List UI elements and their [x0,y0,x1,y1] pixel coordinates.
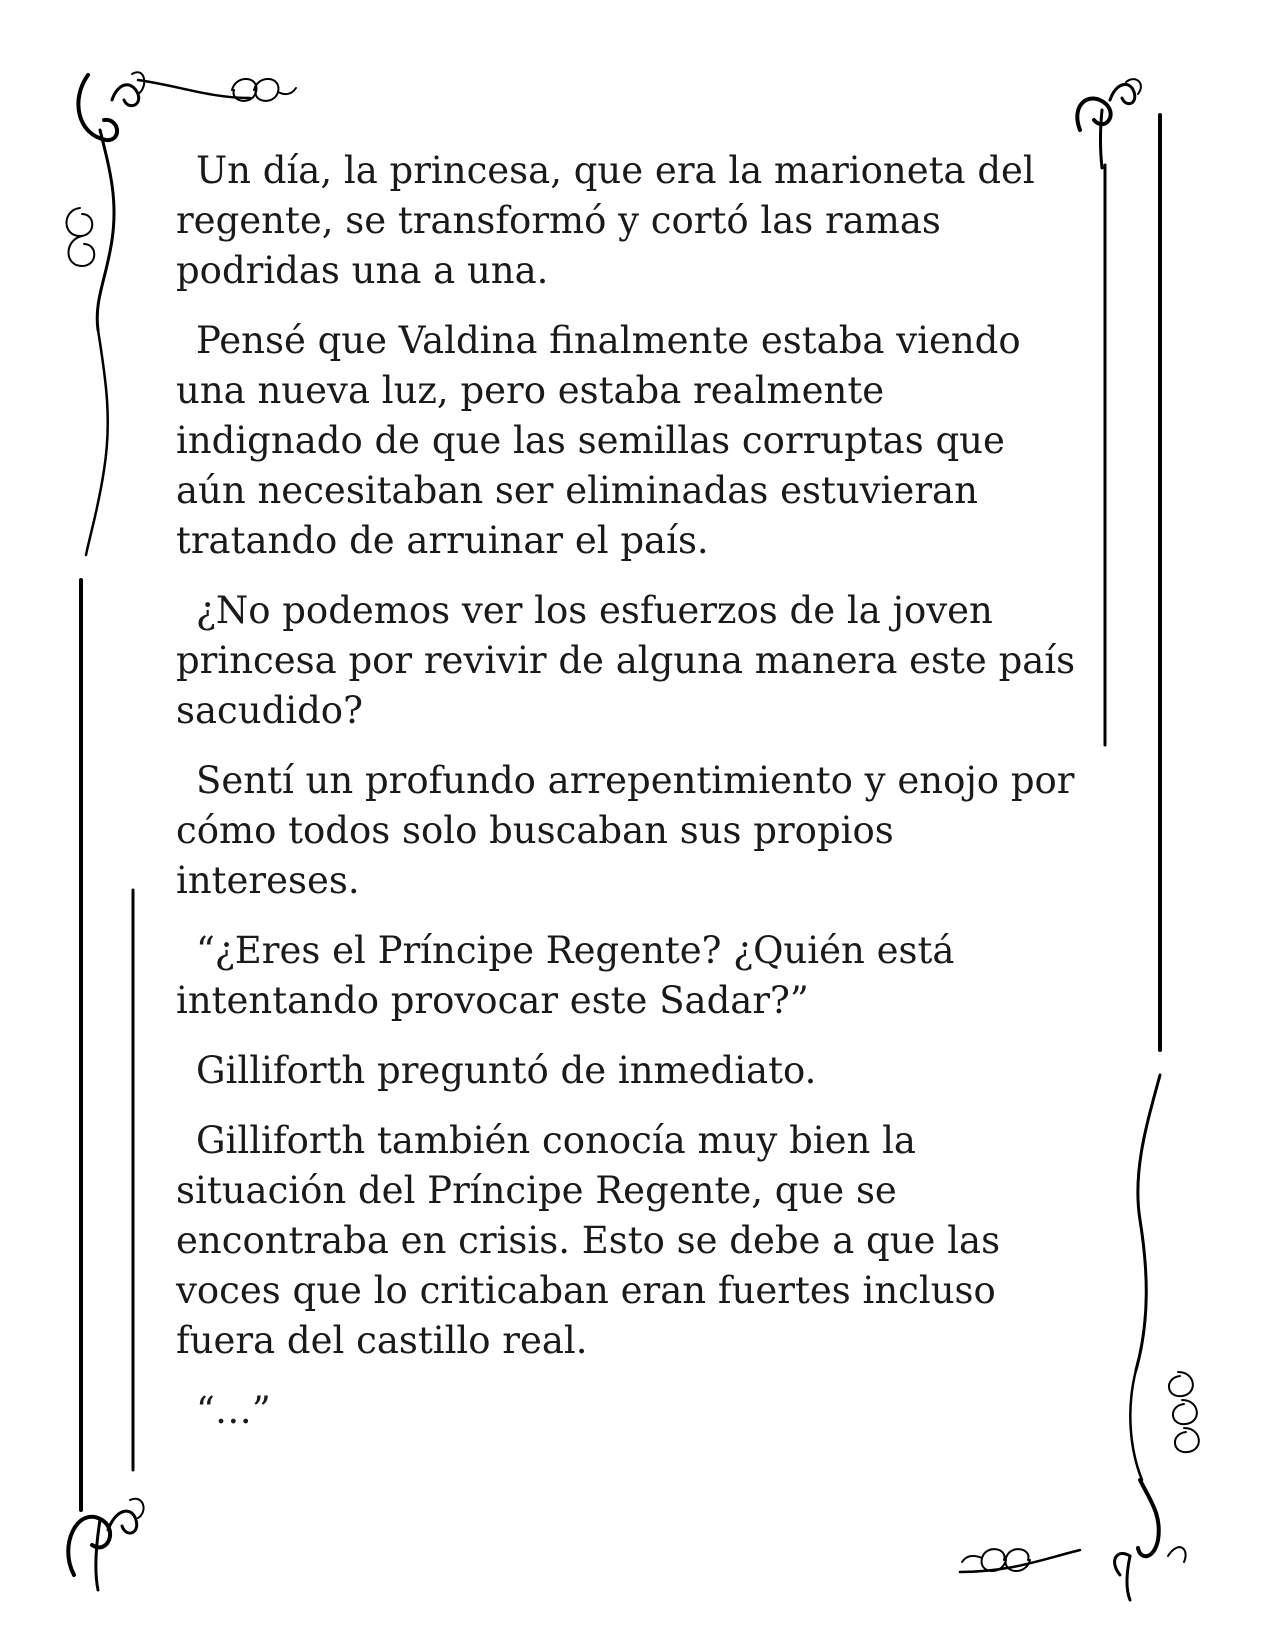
dialogue-paragraph: “¿Eres el Príncipe Regente? ¿Quién está intentando provocar este Sadar?” [176,929,955,1022]
dialogue-paragraph: “…” [196,1389,271,1432]
bottom-left-flourish [68,1499,143,1590]
top-right-flourish [1077,79,1141,168]
paragraph: Gilliforth preguntó de inmediato. [196,1049,817,1092]
paragraph: Un día, la princesa, que era la marioneta del regente, se transformó y cortó las ramas podridas una a una. [176,149,1035,292]
paragraph: ¿No podemos ver los esfuerzos de la joven princesa por revivir de alguna manera este país sacudido? [176,589,1076,732]
paragraph: Sentí un profundo arrepentimiento y enojo por cómo todos solo buscaban sus propios intereses. [176,759,1075,902]
paragraph: Pensé que Valdina finalmente estaba viendo una nueva luz, pero estaba realmente indignado de que las semillas corruptas que aún necesitaban ser eliminadas estuvieran tratando de arruinar el país. [176,319,1021,562]
story-text [176,146,1076,1456]
paragraph: Gilliforth también conocía muy bien la situación del Príncipe Regente, que se encontraba en crisis. Esto se debe a que las voces que lo criticaban eran fuertes incluso fuera del castillo real. [176,1119,1001,1362]
